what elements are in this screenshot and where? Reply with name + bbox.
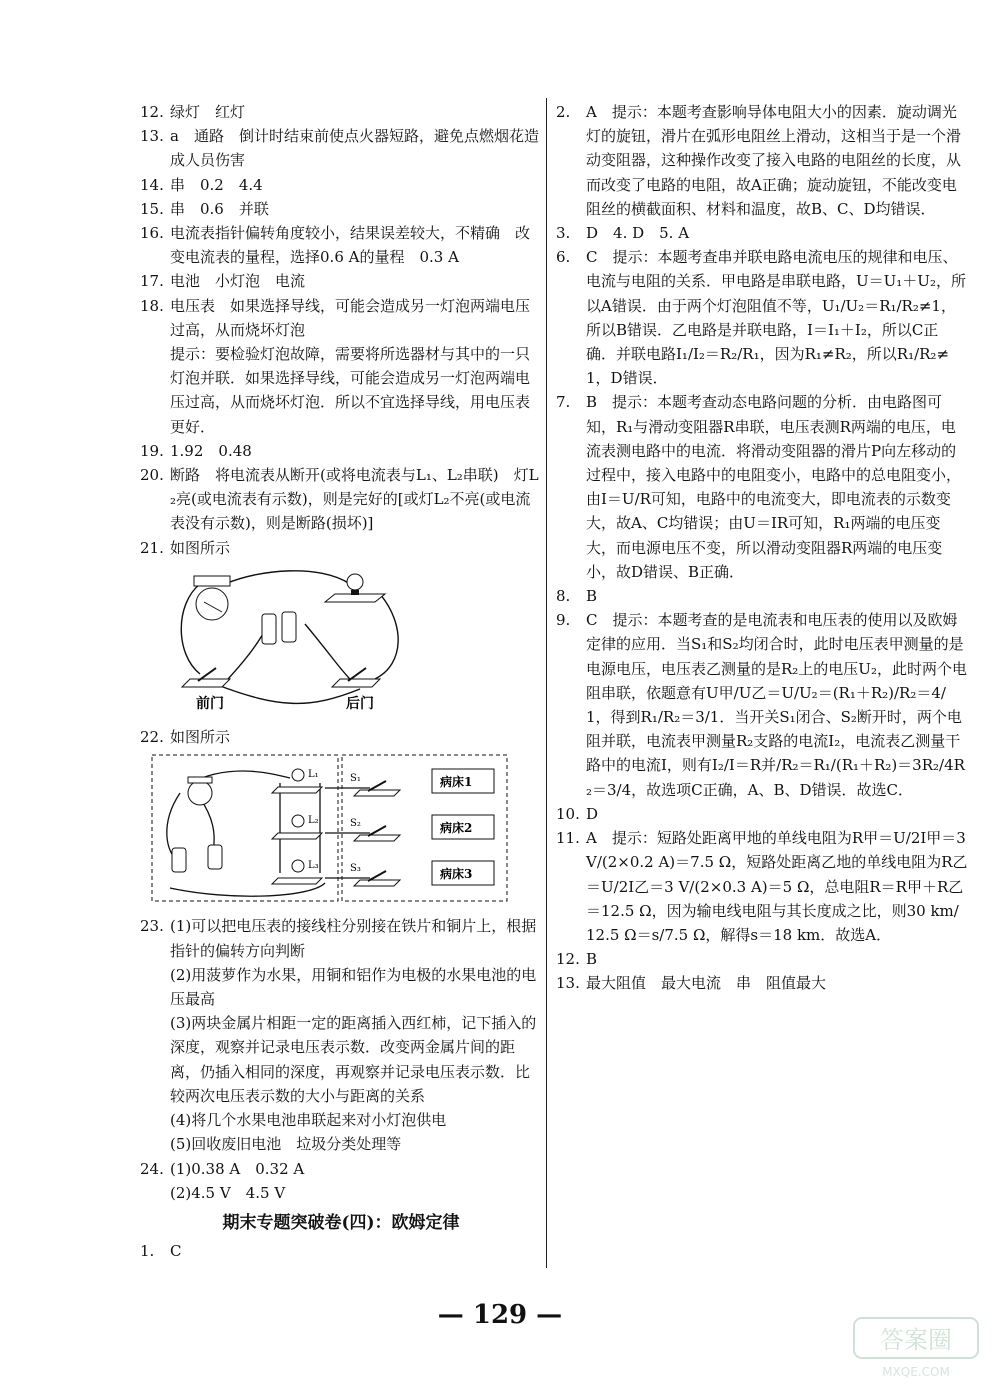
right-column <box>556 100 971 996</box>
circuit-diagram-21 <box>170 564 410 714</box>
lamp-label: L₂ <box>308 815 319 827</box>
left-answer-list-2 <box>140 914 542 1204</box>
answer-item <box>140 173 542 197</box>
left-column <box>140 100 542 1263</box>
item-number <box>140 1132 170 1156</box>
item-text: (1)可以把电压表的接线柱分别接在铁片和铜片上，根据指针的偏转方向判断 <box>170 917 537 960</box>
back-door-label: 后门 <box>346 695 374 712</box>
buzzer-icon <box>188 777 212 805</box>
item-number: 13. <box>140 127 164 146</box>
item-text: (4)将几个水果电池串联起来对小灯泡供电 <box>170 1111 447 1130</box>
right-answer-list <box>556 100 971 996</box>
front-switch-icon <box>182 668 230 687</box>
item-number: 19. <box>140 441 164 460</box>
answer-item <box>140 1132 542 1156</box>
circuit-diagram-22 <box>150 753 510 903</box>
item-number <box>140 1108 170 1132</box>
item-number: 23. <box>140 917 164 936</box>
answer-item <box>140 221 542 269</box>
switch-label: S₃ <box>350 863 361 875</box>
answer-item <box>556 221 968 245</box>
answer-item <box>140 963 542 1011</box>
item-number: 9. <box>556 611 571 630</box>
lamp-label: L₃ <box>308 860 319 872</box>
answer-item <box>140 463 542 536</box>
item-text: A 提示：本题考查影响导体电阻大小的因素．旋动调光灯的旋钮，滑片在弧形电阻丝上滑动，这相当于是一个滑动变阻器，这种操作改变了接入电路的电阻丝的长度，从而改变了电路的电阻，故A正确；旋动旋钮，不能改变电阻丝的横截面积、材料和温度，故B、C、D均错误． <box>586 103 962 218</box>
item-number <box>140 342 170 439</box>
back-switch-icon <box>332 668 380 687</box>
answer-item <box>556 584 968 608</box>
figure-22 <box>150 753 542 910</box>
answer-item <box>556 100 968 221</box>
answer-item <box>140 725 542 749</box>
item-text: (2)4.5 V 4.5 V <box>170 1183 286 1202</box>
bed-label: 病床1 <box>440 775 473 790</box>
item-text: (2)用菠萝作为水果，用铜和铝作为电极的水果电池的电压最高 <box>170 965 537 1009</box>
answer-item <box>140 342 542 439</box>
answer-item <box>140 1157 542 1181</box>
answer-item <box>556 390 968 584</box>
item-number: 16. <box>140 224 164 243</box>
switch-label: S₂ <box>350 818 361 830</box>
answer-item <box>140 1108 542 1132</box>
answer-item <box>140 294 542 342</box>
answer-item <box>140 124 542 172</box>
wire <box>225 571 350 584</box>
answer-item <box>140 197 542 221</box>
answer-item <box>140 536 542 560</box>
switch-label: S₁ <box>350 773 361 785</box>
answer-item <box>556 245 968 390</box>
answer-item <box>140 1239 542 1263</box>
item-text: B <box>586 587 598 606</box>
answer-item <box>140 1011 542 1108</box>
item-number: 14. <box>140 175 164 194</box>
left-answer-list <box>140 100 542 560</box>
item-text: 电池 小灯泡 电流 <box>170 272 306 291</box>
item-text: 绿灯 红灯 <box>170 103 246 121</box>
item-number: 10. <box>556 804 580 823</box>
item-text: 电压表 如果选择导线，可能会造成另一灯泡两端电压过高，从而烧坏灯泡 <box>170 296 531 339</box>
answer-item <box>140 269 542 293</box>
item-text: 如图所示 <box>170 538 231 557</box>
item-text: B 提示：本题考查动态电路问题的分析．由电路图可知，R₁与滑动变阻器R串联，电压表测R两端的电压，电流表测电路中的电流．将滑动变阻器的滑片P向左移动的过程中，接入电路中的电阻变小，电路中的总电阻变小，由I＝U/R可知，电路中的电流变大，即电流表的示数变大，故A、C均错误；由U＝IR可知，R₁两端的电压变大，而电源电压不变，所以滑动变阻器R两端的电压变小，故D错误、B正确． <box>586 393 962 581</box>
front-door-label: 前门 <box>196 695 224 712</box>
item-number: 6. <box>556 248 571 267</box>
column-divider <box>546 98 547 1268</box>
answer-item <box>556 608 968 802</box>
wire <box>305 624 350 679</box>
bulb-icon <box>325 574 385 602</box>
item-number: 22. <box>140 728 164 747</box>
item-text: C 提示：本题考查的是电流表和电压表的使用以及欧姆定律的应用．当S₁和S₂均闭合时，此时电压表甲测量的是电源电压，电压表乙测量的是R₂上的电压U₂，此时两个电阻串联，依题意有U甲/U乙＝U/U₂＝(R₁＋R₂)/R₂＝4/1，得到R₁/R₂＝3/1．当开关S₁闭合、S₂断开时，两个电阻并联，电流表甲测量R₂支路的电流I₂，电流表乙测量干路中的电流I，则有I₂/I＝R并/R₂＝R₁/(R₁＋R₂)＝3R₂/4R₂＝3/4，故选项C正确，A、B、D错误．故选C． <box>586 611 967 799</box>
item-text: (1)0.38 A 0.32 A <box>170 1159 305 1178</box>
item-text: (3)两块金属片相距一定的距离插入西红柿，记下插入的深度，观察并记录电压表示数．改变两金属片间的距离，仍插入相同的深度，再观察并记录电压表示数．比较两次电压表示数的大小与距离的关系 <box>170 1014 537 1105</box>
answer-item <box>556 971 968 995</box>
item-text: 断路 将电流表从断开(或将电流表与L₁、L₂串联) 灯L₂亮(或电流表有示数)，则是完好的[或灯L₂不亮(或电流表没有示数)，则是断路(损坏)] <box>170 466 539 533</box>
answer-item <box>556 826 971 947</box>
figure-21 <box>170 564 542 721</box>
answer-item <box>556 947 968 971</box>
item-text: 如图所示 <box>170 728 231 747</box>
answer-item <box>140 914 542 962</box>
item-number: 15. <box>140 199 164 218</box>
battery-icon <box>262 612 296 644</box>
item-number: 2. <box>556 103 571 121</box>
item-text: A 提示：短路处距离甲地的单线电阻为R甲＝U/2I甲＝3 V/(2×0.2 A)＝7.5 Ω，短路处距离乙地的单线电阻为R乙＝U/2I乙＝3 V/(2×0.3 A)＝5 Ω，总电阻R＝R甲＋R乙＝12.5 Ω，因为输电线电阻与其长度成之比，则30 km/12.5 Ω＝s/7.5 Ω，解得s＝18 km．故选A． <box>586 829 971 944</box>
item-text: 最大阻值 最大电流 串 阻值最大 <box>586 974 827 993</box>
page-number: — 129 — <box>437 1300 563 1330</box>
lamp-label: L₁ <box>308 769 319 781</box>
item-number: 1. <box>140 1242 155 1261</box>
item-text: 串 0.2 4.4 <box>170 175 263 194</box>
item-text: 提示：要检验灯泡故障，需要将所选器材与其中的一只灯泡并联．如果选择导线，可能会造成另一灯泡两端电压过高，从而烧坏灯泡．所以不宜选择导线，用电压表更好． <box>170 345 531 436</box>
buzzer-icon <box>194 576 230 620</box>
answer-item <box>140 439 542 463</box>
watermark-line1: 答案圈 <box>880 1326 952 1354</box>
item-number: 8. <box>556 587 571 606</box>
wire <box>375 594 398 679</box>
item-number <box>140 1181 170 1205</box>
item-text: a 通路 倒计时结束前使点火器短路，避免点燃烟花造成人员伤害 <box>170 127 539 170</box>
answer-item <box>140 1181 542 1205</box>
item-number: 24. <box>140 1159 164 1178</box>
watermark-line2: MXQE.COM <box>882 1365 950 1379</box>
answer-item <box>556 802 968 826</box>
item-number: 3. <box>556 224 571 243</box>
item-number: 7. <box>556 393 571 412</box>
item-text: C 提示：本题考查串并联电路电流电压的规律和电压、电流与电阻的关系．甲电路是串联电路，U＝U₁＋U₂，所以A错误．由于两个灯泡阻值不等，U₁/U₂＝R₁/R₂≠1，所以B错误．乙电路是并联电路，I＝I₁＋I₂，所以C正确．并联电路I₁/I₂＝R₂/R₁，因为R₁≠R₂，所以R₁/R₂≠1，D错误． <box>586 248 966 388</box>
answer-item <box>140 100 542 124</box>
item-number: 17. <box>140 272 164 291</box>
item-text: 1.92 0.48 <box>170 441 252 460</box>
item-number: 20. <box>140 466 164 485</box>
item-text: 串 0.6 并联 <box>170 199 269 218</box>
section-title: 期末专题突破卷(四)：欧姆定律 <box>222 1212 460 1233</box>
watermark-logo <box>850 1314 982 1384</box>
item-number: 12. <box>556 950 580 969</box>
battery-icon <box>172 845 222 872</box>
item-number <box>140 963 170 1011</box>
item-number: 12. <box>140 103 164 121</box>
item-text: D 4. D 5. A <box>586 224 690 243</box>
item-text: D <box>586 804 599 823</box>
item-text: 电流表指针偏转角度较小，结果误差较大，不精确 改变电流表的量程，选择0.6 A的量程 0.3 A <box>170 224 531 267</box>
item-number: 13. <box>556 974 580 993</box>
item-number: 11. <box>556 829 580 848</box>
item-text: (5)回收废旧电池 垃圾分类处理等 <box>170 1135 402 1154</box>
bed-label: 病床3 <box>440 867 473 882</box>
item-text: C <box>170 1242 182 1261</box>
item-text: B <box>586 950 598 969</box>
bed-label: 病床2 <box>440 821 473 836</box>
item-number: 18. <box>140 296 164 315</box>
item-number: 21. <box>140 538 164 557</box>
item-number <box>140 1011 170 1108</box>
